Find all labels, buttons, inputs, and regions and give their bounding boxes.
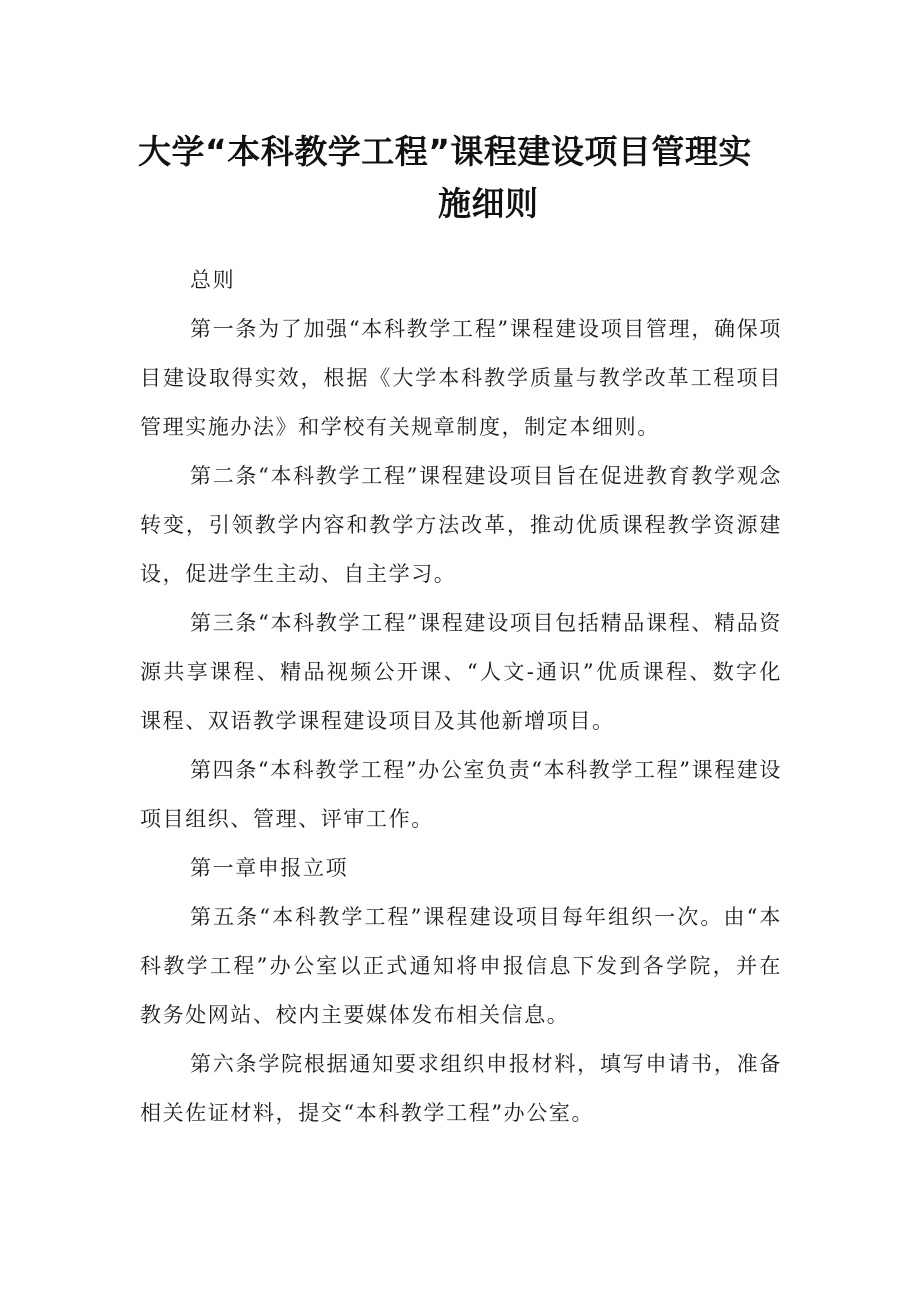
article-3: 第三条“本科教学工程”课程建设项目包括精品课程、精品资源共享课程、精品视频公开课、“人文-通识”优质课程、数字化课程、双语教学课程建设项目及其他新增项目。 bbox=[140, 611, 782, 733]
article-1: 第一条为了加强“本科教学工程”课程建设项目管理，确保项目建设取得实效，根据《大学本科教学质量与教学改革工程项目管理实施办法》和学校有关规章制度，制定本细则。 bbox=[140, 317, 782, 439]
article-6: 第六条学院根据通知要求组织申报材料，填写申请书，准备相关佐证材料，提交“本科教学工程”办公室。 bbox=[140, 1052, 782, 1125]
title-line-1: 大学“本科教学工程”课程建设项目管理实 bbox=[138, 132, 752, 171]
title-line-2: 施细则 bbox=[438, 184, 539, 223]
chapter-1-heading: 第一章申报立项 bbox=[190, 856, 349, 880]
article-2: 第二条“本科教学工程”课程建设项目旨在促进教育教学观念转变，引领教学内容和教学方法改革，推动优质课程教学资源建设，促进学生主动、自主学习。 bbox=[140, 464, 782, 586]
article-4: 第四条“本科教学工程”办公室负责“本科教学工程”课程建设项目组织、管理、评审工作。 bbox=[140, 758, 782, 831]
general-heading: 总则 bbox=[190, 268, 236, 292]
article-5: 第五条“本科教学工程”课程建设项目每年组织一次。由“本科教学工程”办公室以正式通知将申报信息下发到各学院，并在教务处网站、校内主要媒体发布相关信息。 bbox=[140, 905, 782, 1027]
document-body bbox=[140, 256, 782, 1138]
